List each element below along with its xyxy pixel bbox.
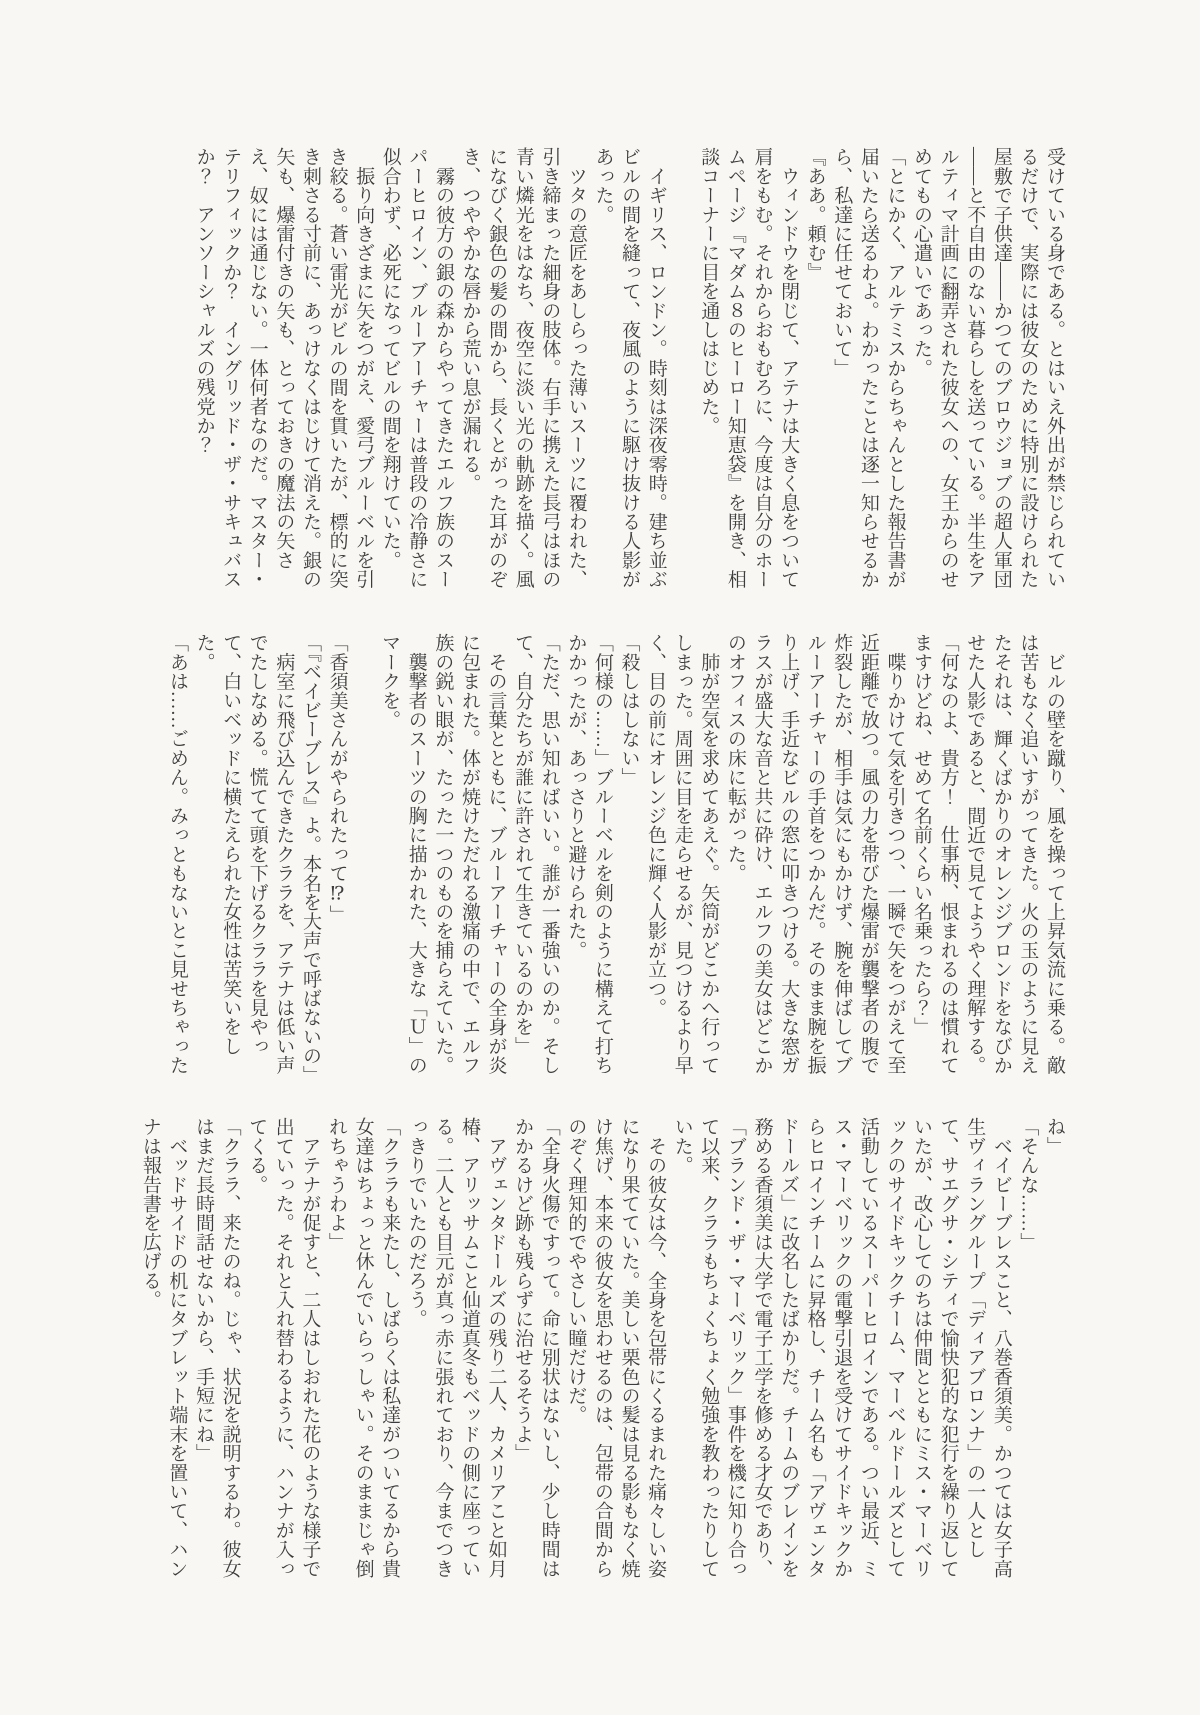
paragraph: 振り向きざまに矢をつがえ、愛弓ブルーベルを引き絞る。蒼い雷光がビルの間を貫いたが、標的に突き刺さる寸前に、あっけなくはじけて消えた。銀の矢も、爆雷付きの矢も、とっておきの魔法の矢さえ、奴には通じない。一体何者なのだ。マスター・テリフィックか？ イングリッド・ザ・サキュバスか？ アンソーシャルズの残党か？ (193, 147, 375, 589)
paragraph: 「香須美さんがやられたって⁉」 (326, 633, 348, 924)
paragraph: 襲撃者のスーツの胸に描かれた、大きな「Ｕ」のマークを。 (379, 633, 427, 1075)
paragraph: 「全身火傷ですって。命に別状はないし、少し時間はかかるけど跡も残らずに治せるそうよ」 (512, 1117, 560, 1578)
scene-break (669, 147, 695, 595)
paragraph: 霧の彼方の銀の森からやってきたエルフ族のスーパーヒロイン、ブルーアーチャーは普段の冷静さに似合わず、必死になってビルの間を翔けていた。 (379, 147, 454, 589)
paragraph: ベイビーブレスこと、八巻香須美。かつては女子高生ヴィラングループ「ディアブロンナ」の一人として、サエグサ・シティで愉快犯的な犯行を繰り返していたが、改心してのちは仲間とともにミス・マーベリックのサイドキックチーム、マーベルドールズとして活動しているスーパーヒロインである。つい最近、ミス・マーベリックの電撃引退を受けてサイドキックからヒロインチームに昇格し、チーム名も「アヴェンタドールズ」に改名したばかりだ。チームのブレインを務める香須美は大学で電子工学を修める才女であり、「ブランド・ザ・マーベリック」事件を機に知り合って以来、クララもちょくちょく勉強を教わったりしていた。 (671, 1117, 1012, 1578)
text-band-middle (105, 633, 1067, 1085)
paragraph: アテナが促すと、二人はしおれた花のような様子で出ていった。それと入れ替わるように、ハンナが入ってくる。 (246, 1117, 321, 1578)
text-band-top (105, 147, 1067, 595)
paragraph: 「殺しはしない」 (618, 633, 640, 787)
paragraph: 「そんな……」 (1017, 1117, 1039, 1252)
paragraph: イギリス、ロンドン。時刻は深夜零時。建ち並ぶビルの間を縫って、夜風のように駆け抜ける人影があった。 (592, 147, 667, 589)
paragraph: ビルの壁を蹴り、風を操って上昇気流に乗る。敵は苦もなく追いすがってきた。火の玉のように見えたそれは、輝くばかりのオレンジブロンドをなびかせた人影であると、間近で見てようやく理解する。 (964, 633, 1065, 1075)
paragraph: ベッドサイドの机にタブレット端末を置いて、ハンナは報告書を広げる。 (139, 1117, 188, 1578)
scene-break (350, 633, 376, 1079)
paragraph: 「あは……ごめん。みっともないとこ見せちゃった (167, 633, 188, 1075)
paragraph: 「クララも来たし、しばらくは私達がついてるから貴女達はちょっと休んでいらっしゃい。そのままじゃ倒れちゃうわよ」 (325, 1117, 401, 1578)
paragraph: ツタの意匠をあしらった薄いスーツに覆われた、引き締まった細身の肢体。右手に携えた長弓はほの青い燐光をはなち、夜空に淡い光の軌跡を描く。風になびく銀色の髪の間から、長くとがった耳がのぞき、つややかな唇から荒い息が漏れる。 (459, 147, 587, 589)
paragraph: 受けている身である。とはいえ外出が禁じられているだけで、実際には彼女のために特別に設けられた屋敷で子供達――かつてのブロウジョブの超人軍団――と不自由のない暮らしを送っている。半生をアルティマ計画に翻弄された彼女への、女王からのせめてもの心遣いであった。 (911, 147, 1065, 589)
paragraph: アヴェンタドールズの残り二人、カメリアこと如月椿、アリッサムこと仙道真冬もベッドの側に座っている。二人とも目元が真っ赤に張れており、今までつきっきりでいたのだろう。 (405, 1117, 507, 1578)
paragraph: 病室に飛び込んできたクララを、アテナは低い声でたしなめる。慌てて頭を下げるクララを見やって、白いベッドに横たえられた女性は苦笑いをした。 (193, 633, 295, 1075)
paragraph: 『ああ。頼む』 (804, 147, 826, 282)
text-band-bottom (105, 1117, 1067, 1579)
paragraph: 喋りかけて気を引きつつ、一瞬で矢をつがえて至近距離で放つ。風の力を帯びた爆雷が襲撃者の腹で炸裂したが、相手は気にもかけず、腕を伸ばしてブルーアーチャーの手首をつかんだ。そのまま腕を振り上げ、手近なビルの窓に叩きつける。大きな窓ガラスが盛大な音と共に砕け、エルフの美女はどこかのオフィスの床に転がった。 (724, 633, 906, 1075)
paragraph: 「クララ、来たのね。じゃ、状況を説明するわ。彼女はまだ長時間話せないから、手短にね」 (193, 1117, 241, 1578)
paragraph: その言葉とともに、ブルーアーチャーの全身が炎に包まれた。体が焼けただれる激痛の中で、エルフ族の鋭い眼が、たった一つのものを捕らえていた。 (432, 633, 507, 1075)
paragraph: 「『ベイビーブレス』よ。本名を大声で呼ばないの」 (299, 633, 321, 1085)
paragraph: 「とにかく、アルテミスからちゃんとした報告書が届いたら送るわよ。わかったことは逐一知らせるから、私達に任せておいて」 (831, 147, 906, 589)
paragraph: ウィンドウを閉じて、アテナは大きく息をついて肩をもむ。それからおもむろに、今度は自分のホームページ『マダム８のヒーロー知恵袋』を開き、相談コーナーに目を通しはじめた。 (698, 147, 800, 589)
paragraph: ね」 (1044, 1117, 1065, 1156)
paragraph: 「何様の……」ブルーベルを剣のように構えて打ちかかったが、あっさりと避けられた。 (565, 633, 613, 1075)
paragraph: 「ただ、思い知ればいい。誰が一番強いのか。そして、自分たちが誰に許されて生きているのかを」 (512, 633, 560, 1075)
paragraph: その彼女は今、全身を包帯にくるまれた痛々しい姿になり果てていた。美しい栗色の髪は見る影もなく焼け焦げ、本来の彼女を思わせるのは、包帯の合間からのぞく理知的でやさしい瞳だけだ。 (565, 1117, 667, 1578)
paragraph: 肺が空気を求めてあえぐ。矢筒がどこかへ行ってしまった。周囲に目を走らせるが、見つけるより早く、目の前にオレンジ色に輝く人影が立つ。 (645, 633, 720, 1075)
paragraph: 「何なのよ、貴方！ 仕事柄、恨まれるのは慣れてますけどね、せめて名前くらい名乗ったら？」 (911, 633, 959, 1075)
